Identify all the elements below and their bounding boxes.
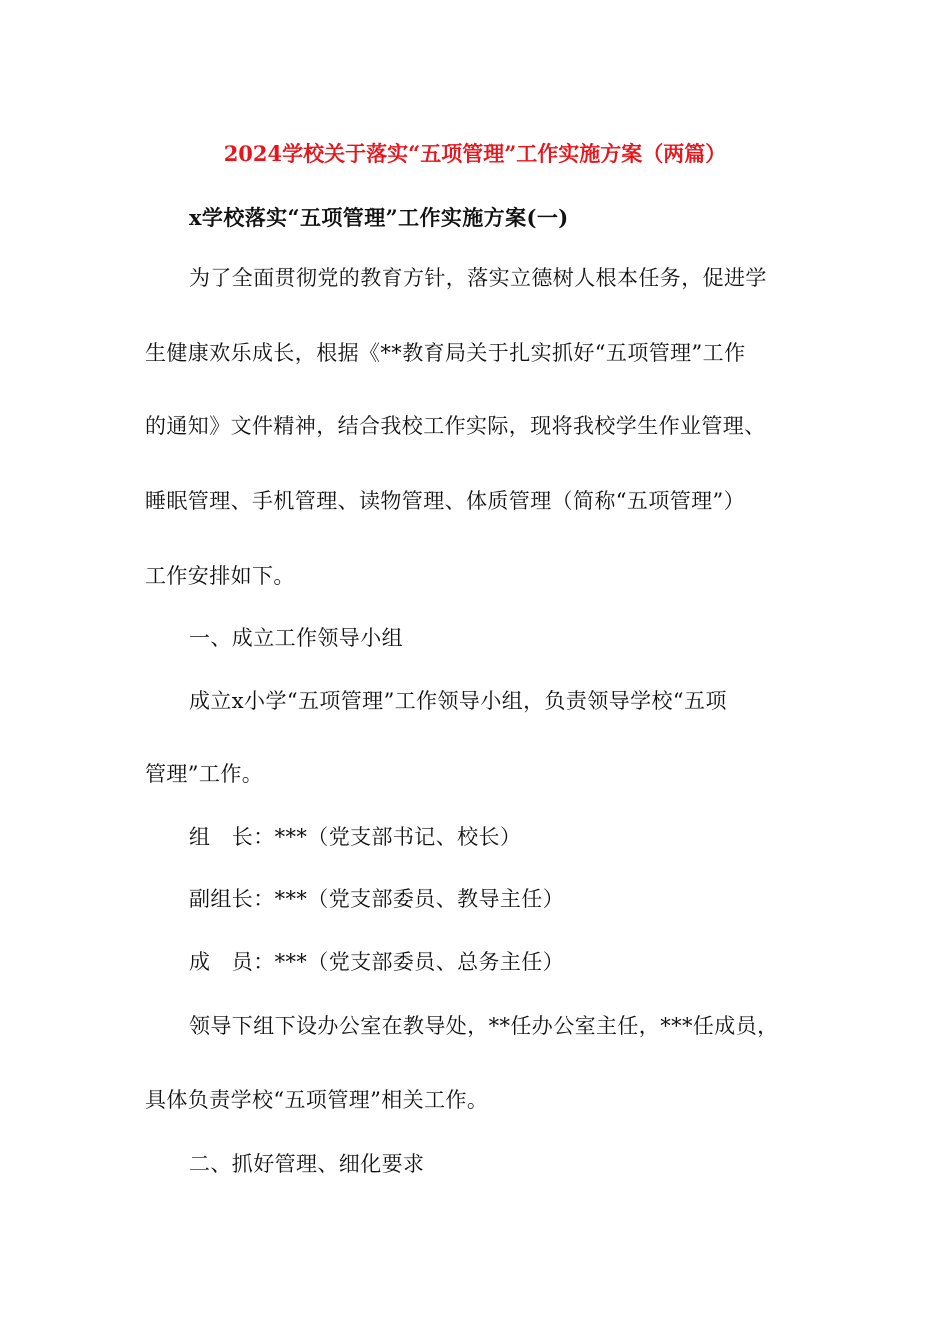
paragraph-line: 管理”工作。 bbox=[145, 762, 264, 786]
paragraph-line: 成立x小学“五项管理”工作领导小组，负责领导学校“五项 bbox=[189, 689, 727, 713]
paragraph-line: 为了全面贯彻党的教育方针，落实立德树人根本任务，促进学 bbox=[189, 266, 767, 290]
paragraph-line: 具体负责学校“五项管理”相关工作。 bbox=[145, 1088, 489, 1112]
section-subtitle: x学校落实“五项管理”工作实施方案(一) bbox=[189, 205, 569, 230]
section-heading: 二、抓好管理、细化要求 bbox=[189, 1152, 425, 1176]
member-line: 组 长：***（党支部书记、校长） bbox=[189, 825, 522, 849]
section-heading: 一、成立工作领导小组 bbox=[189, 626, 403, 650]
paragraph-line: 睡眠管理、手机管理、读物管理、体质管理（简称“五项管理”） bbox=[145, 489, 746, 513]
member-line: 副组长：***（党支部委员、教导主任） bbox=[189, 887, 565, 911]
paragraph-line: 领导下组下设办公室在教导处，**任办公室主任，***任成员， bbox=[189, 1014, 779, 1038]
document-title: 2024学校关于落实“五项管理”工作实施方案（两篇） bbox=[223, 141, 727, 166]
paragraph-line: 生健康欢乐成长，根据《**教育局关于扎实抓好“五项管理”工作 bbox=[145, 341, 746, 365]
paragraph-line: 工作安排如下。 bbox=[145, 564, 295, 588]
member-line: 成 员：***（党支部委员、总务主任） bbox=[189, 950, 565, 974]
paragraph-line: 的通知》文件精神，结合我校工作实际，现将我校学生作业管理、 bbox=[145, 414, 766, 438]
